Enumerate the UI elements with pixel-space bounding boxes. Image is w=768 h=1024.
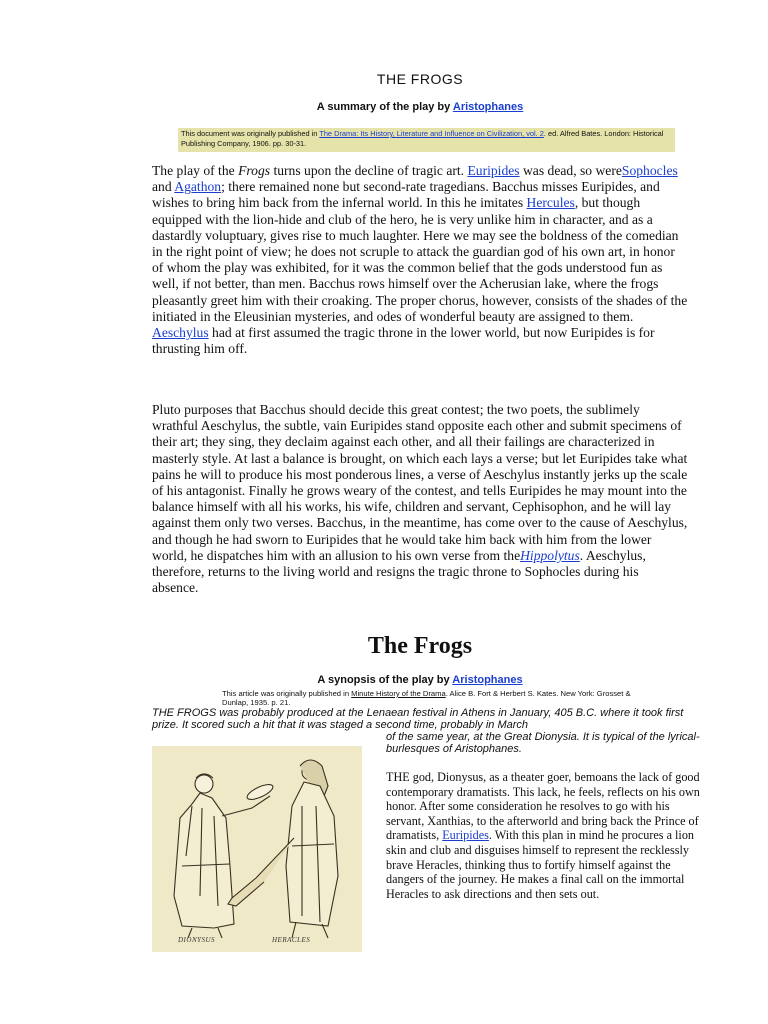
text-run: turns upon the decline of tragic art. <box>270 163 468 178</box>
subtitle-prefix: A summary of the play by <box>316 101 453 113</box>
illustration-drawing <box>152 746 362 952</box>
text-run: . With this plan in mind he procures a lion skin and club and disguises himself to represent the recklessly brave Heracles, thinking thus to fortify himself against the dangers of the journey. He makes a final call on the immortal Heracles to ask directions and then sets out. <box>386 828 695 901</box>
summary-paragraph-2 <box>152 402 688 596</box>
text-run: . Aeschylus, therefore, returns to the living world and resigns the tragic throne to Sophocles during his absence. <box>152 547 646 596</box>
source-prefix: This document was originally published in <box>181 129 320 138</box>
play-title-italic: Frogs <box>238 163 271 178</box>
text-run: The play of the <box>152 163 239 178</box>
text-run: ; there remained none but second-rate tragedians. Bacchus misses Euripides, and wishes to bring him back from the infernal world. In this he imitates <box>152 179 660 211</box>
synopsis-paragraph <box>386 770 706 901</box>
intro-italic-text-continued: of the same year, at the Great Dionysia. It is typical of the lyrical-burlesques of Aristophanes. <box>386 731 700 755</box>
text-run: Pluto purposes that Bacchus should decide this great contest; the two poets, the sublimely wrathful Aeschylus, the subtle, vain Euripides stand opposite each other and submit specimens of their art; they sing, they declaim against each other, and all their failings are characterized in masterly style. At last a balance is brought, on which each lays a verse; but let Euripides take what pains he will to produce his most ponderous lines, a verse of Aeschylus instantly jerks up the scale of his antagonist. Finally he grows weary of the contest, and tells Euripides he may mount into the balance himself with all his works, his wife, children and servant, Cephisophon, and he will lay against them only two verses. Bacchus, in the meantime, has come over to the cause of Aeschylus, and though he had sworn to Euripides that he would take him back with him from the lower world, he dispatches him with an allusion to his own verse from the <box>152 402 688 563</box>
section-title: The Frogs <box>367 633 473 659</box>
hippolytus-link[interactable]: Hippolytus <box>520 547 580 563</box>
caption-dionysus: DIONYSUS <box>178 936 216 944</box>
document-subtitle <box>0 101 768 113</box>
source-note-box <box>178 128 675 152</box>
text-run: and <box>152 179 175 195</box>
euripides-link-2[interactable]: Euripides <box>442 828 489 843</box>
source-book-link[interactable]: The Drama: Its History, Literature and Influence on Civilization, vol. 2 <box>319 129 544 138</box>
summary-paragraph-1 <box>152 163 688 357</box>
text-run: was dead, so were <box>519 163 622 178</box>
subtitle-prefix: A synopsis of the play by <box>317 674 453 686</box>
document-title: THE FROGS <box>376 71 464 87</box>
caption-heracles: HERACLES <box>272 936 311 944</box>
text-run: THE god, Dionysus, as a theater goer, bemoans the lack of good contemporary dramatists. This lack, he feels, reflects on his own honor. After some consideration he resolves to go with his servant, Xanthias, to the afterworld and bring back the Prince of dramatists, <box>386 770 700 843</box>
euripides-link[interactable]: Euripides <box>467 163 520 178</box>
text-run: , but though equipped with the lion-hide and club of the hero, he is very unlike him in character, and as a dastardly voluptuary, gives rise to much laughter. Here we may see the boldness of the comedian in the right point of view; he does not scruple to attack the guardian god of his own art, in honor of whom the play was exhibited, for it was the common belief that the gods understood fun as well, if not better, than men. Bacchus rows himself over the Acherusian lake, where the frogs pleasantly greet him with their croaking. The proper chorus, however, consists of the shades of the initiated in the Eleusinian mysteries, and odes of wonderful beauty are assigned to them. <box>152 195 688 324</box>
aristophanes-link[interactable]: Aristophanes <box>452 101 524 113</box>
minute-history-link[interactable]: Minute History of the Drama <box>351 689 446 698</box>
aristophanes-link-2[interactable]: Aristophanes <box>452 674 523 686</box>
sophocles-link[interactable]: Sophocles <box>621 163 678 178</box>
agathon-link[interactable]: Agathon <box>174 179 222 195</box>
source-suffix: . ed. Alfred Bates. London: Historical Publishing Company, 1906. pp. 30-31. <box>181 129 664 148</box>
source-suffix: . Alice B. Fort & Herbert S. Kates. New York: Grosset & Dunlap, 1935. p. 21. <box>222 689 631 707</box>
text-run: had at first assumed the tragic throne in the lower world, but now Euripides is for thrusting him off. <box>152 325 655 357</box>
intro-italic-text: THE FROGS was probably produced at the Lenaean festival in Athens in January, 405 B.C. where it took first prize. It scored such a hit that it was staged a second time, probably in March <box>152 707 684 731</box>
source-prefix: This article was originally published in <box>222 689 352 698</box>
dionysus-heracles-illustration <box>152 746 362 952</box>
section-subtitle <box>0 674 768 686</box>
hercules-link[interactable]: Hercules <box>526 195 575 211</box>
aeschylus-link[interactable]: Aeschylus <box>152 325 209 341</box>
section-source-note <box>222 689 642 707</box>
